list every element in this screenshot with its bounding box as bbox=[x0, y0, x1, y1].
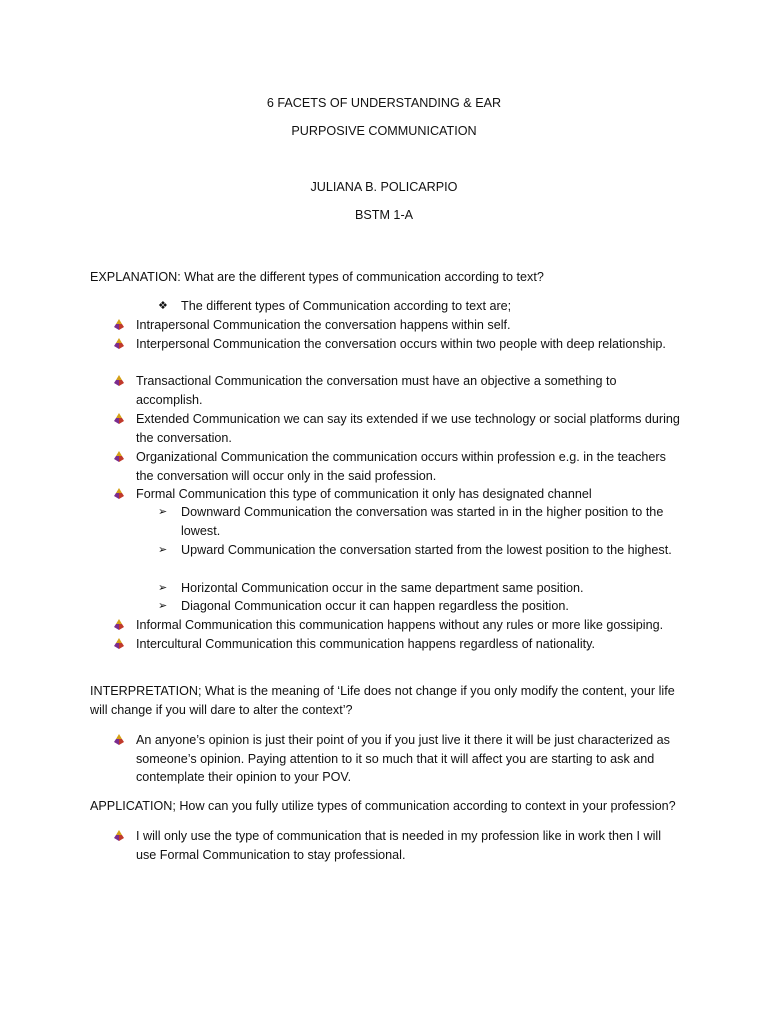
explanation-question bbox=[90, 268, 690, 287]
arrowhead-bullet-icon: ➢ bbox=[158, 581, 168, 594]
list-item: Formal Communication this type of communication it only has designated channel bbox=[112, 485, 682, 504]
four-color-arrow-bullet-icon bbox=[112, 485, 136, 504]
explanation-intro: ❖ The different types of Communication according to text are; bbox=[158, 297, 688, 316]
four-color-arrow-bullet-icon bbox=[112, 827, 136, 864]
document-title: 6 FACETS OF UNDERSTANDING & EAR bbox=[266, 96, 502, 110]
explanation-label: EXPLANATION: bbox=[90, 270, 181, 284]
four-color-arrow-bullet-icon bbox=[112, 316, 136, 335]
list-item: Organizational Communication the communication occurs within profession e.g. in the teachers the conversation will occur only in the said profession. bbox=[112, 448, 682, 485]
four-color-arrow-bullet-icon bbox=[112, 731, 136, 787]
sub-list-item: ➢ Horizontal Communication occur in the same department same position. bbox=[158, 579, 682, 598]
four-diamond-bullet-icon: ❖ bbox=[158, 299, 168, 312]
four-color-arrow-bullet-icon bbox=[112, 448, 136, 485]
arrowhead-bullet-icon: ➢ bbox=[158, 543, 168, 556]
list-item: Transactional Communication the conversation must have an objective a something to accomplish. bbox=[112, 372, 682, 409]
list-item: Informal Communication this communication happens without any rules or more like gossiping. bbox=[112, 616, 682, 635]
four-color-arrow-bullet-icon bbox=[112, 616, 136, 635]
four-color-arrow-bullet-icon bbox=[112, 635, 136, 654]
application-answer: I will only use the type of communication that is needed in my profession like in work then I will use Formal Communication to stay professional. bbox=[112, 827, 682, 864]
arrowhead-bullet-icon: ➢ bbox=[158, 599, 168, 612]
application-question: APPLICATION; How can you fully utilize types of communication according to context in your profession? bbox=[90, 799, 676, 813]
author-name: JULIANA B. POLICARPIO bbox=[310, 180, 458, 194]
sub-list-item: ➢ Upward Communication the conversation started from the lowest position to the highest. bbox=[158, 541, 682, 560]
four-color-arrow-bullet-icon bbox=[112, 410, 136, 447]
interpretation-question: INTERPRETATION; What is the meaning of ‘Life does not change if you only modify the content, your life will change if you will dare to alter the context’? bbox=[90, 684, 675, 717]
explanation-question-text: What are the different types of communication according to text? bbox=[180, 270, 544, 284]
sub-list-item: ➢ Diagonal Communication occur it can happen regardless the position. bbox=[158, 597, 682, 616]
list-item: Extended Communication we can say its extended if we use technology or social platforms during the conversation. bbox=[112, 410, 682, 447]
interpretation-answer: An anyone’s opinion is just their point of you if you just live it there it will be just characterized as someone’s opinion. Paying attention to it so much that it will affect you are starting to ask and contemplate their opinion to your POV. bbox=[112, 731, 682, 787]
section-label: BSTM 1-A bbox=[354, 208, 414, 222]
arrowhead-bullet-icon: ➢ bbox=[158, 505, 168, 518]
list-item: Intercultural Communication this communication happens regardless of nationality. bbox=[112, 635, 682, 654]
list-item: Intrapersonal Communication the conversation happens within self. bbox=[112, 316, 682, 335]
list-item: Interpersonal Communication the conversation occurs within two people with deep relationship. bbox=[112, 335, 682, 354]
four-color-arrow-bullet-icon bbox=[112, 372, 136, 409]
four-color-arrow-bullet-icon bbox=[112, 335, 136, 354]
subject-title: PURPOSIVE COMMUNICATION bbox=[291, 124, 477, 138]
sub-list-item: ➢ Downward Communication the conversation was started in in the higher position to the lowest. bbox=[158, 503, 682, 540]
